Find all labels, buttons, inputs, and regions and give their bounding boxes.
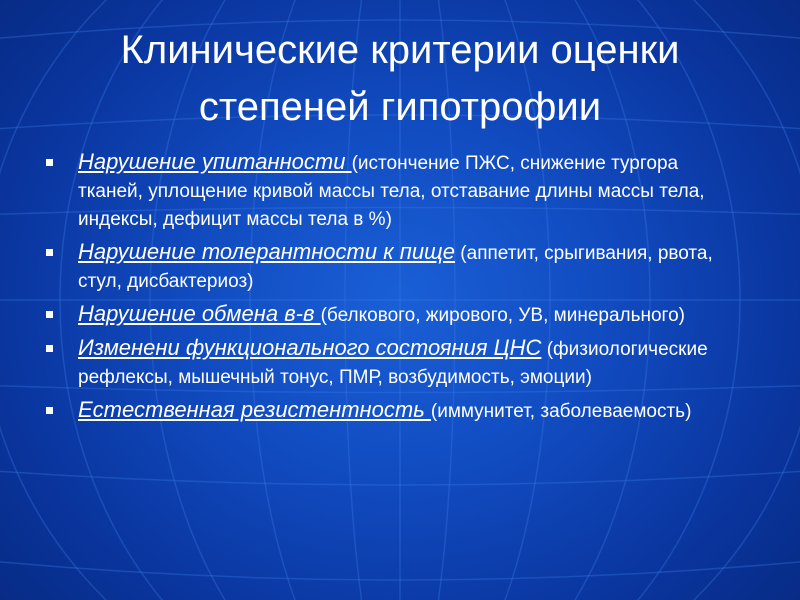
bullet-list — [46, 148, 726, 426]
bullet-heading: Естественная резистентность — [78, 397, 431, 422]
bullet-heading: Нарушение упитанности — [78, 149, 352, 174]
bullet-heading: Нарушение толерантности к пище — [78, 239, 456, 264]
title-line-2: степеней гипотрофии — [198, 85, 602, 129]
list-item — [46, 238, 726, 296]
list-item — [46, 334, 726, 392]
bullet-detail: (иммунитет, заболеваемость) — [430, 401, 692, 422]
bullet-detail: (белкового, жирового, УВ, минерального) — [320, 305, 685, 326]
bullet-heading: Нарушение обмена в-в — [78, 301, 321, 326]
title-line-1: Клинические критерии оценки — [120, 28, 680, 72]
list-item — [46, 148, 726, 234]
square-bullet-icon — [46, 311, 53, 318]
square-bullet-icon — [46, 345, 53, 352]
list-item — [46, 396, 726, 426]
bullet-heading: Изменени функционального состояния ЦНС — [78, 335, 542, 360]
bullet-detail: (аппетит, срыгивания, рвота, стул, дисбактериоз) — [78, 243, 713, 292]
square-bullet-icon — [46, 249, 53, 256]
square-bullet-icon — [46, 159, 53, 166]
bullet-detail: (истончение ПЖС, снижение тургора тканей, уплощение кривой массы тела, отставание длины массы тела, индексы, дефицит массы тела в %) — [78, 153, 705, 230]
page-title — [40, 22, 760, 136]
bullet-detail: (физиологические рефлексы, мышечный тонус, ПМР, возбудимость, эмоции) — [78, 339, 708, 388]
list-item — [46, 300, 726, 330]
square-bullet-icon — [46, 407, 53, 414]
